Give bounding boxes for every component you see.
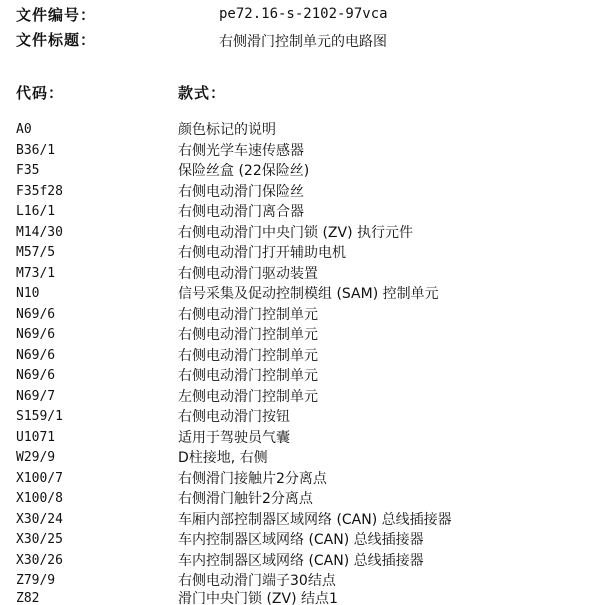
component-code: L16/1: [16, 204, 56, 219]
component-description: 右侧光学车速传感器: [178, 142, 304, 159]
table-row: [0, 243, 601, 263]
table-row: [0, 141, 601, 161]
component-code: X30/26: [16, 552, 63, 568]
table-row: [0, 264, 601, 284]
component-description: 右侧电动滑门控制单元: [178, 306, 318, 323]
table-row: [0, 448, 601, 468]
component-description: 右侧滑门触针2分离点: [178, 491, 313, 507]
table-row: [0, 469, 601, 489]
component-description: 右侧电动滑门端子30结点: [178, 573, 336, 589]
component-code: M14/30: [16, 224, 63, 240]
table-row: [0, 346, 601, 366]
table-row: [0, 161, 601, 181]
component-code: N69/6: [16, 368, 56, 383]
component-description: 右侧电动滑门控制单元: [178, 368, 318, 384]
table-row: [0, 510, 601, 530]
component-code: M73/1: [16, 265, 56, 281]
file-title-label: 文件标题：: [16, 31, 97, 49]
component-description: 适用于驾驶员气囊: [178, 429, 290, 446]
table-row: [0, 120, 601, 140]
table-row: [0, 305, 601, 325]
component-code: X100/7: [16, 470, 63, 486]
table-row: [0, 182, 601, 202]
component-code: F35: [16, 163, 40, 178]
table-row: [0, 589, 601, 605]
table-row: [0, 428, 601, 448]
component-description: 右侧电动滑门离合器: [178, 204, 304, 220]
description-column-header: 款式：: [178, 84, 227, 102]
component-code: M57/5: [16, 245, 56, 260]
table-row: [0, 366, 601, 386]
component-code: A0: [16, 122, 32, 137]
component-code: X30/25: [16, 532, 63, 547]
component-code: N69/6: [16, 306, 56, 322]
component-description: 车内控制器区域网络 (CAN) 总线插接器: [178, 532, 424, 548]
component-code: U1071: [16, 429, 56, 445]
component-code: N69/6: [16, 327, 56, 342]
component-description: 左侧电动滑门控制单元: [178, 388, 318, 405]
component-description: 右侧电动滑门驱动装置: [178, 265, 318, 282]
table-row: [0, 551, 601, 571]
component-code: F35f28: [16, 183, 63, 199]
table-row: [0, 284, 601, 304]
file-title-value: 右侧滑门控制单元的电路图: [219, 34, 387, 50]
component-description: 右侧电动滑门保险丝: [178, 183, 304, 200]
table-row: [0, 387, 601, 407]
code-column-header: 代码：: [16, 84, 65, 102]
component-description: 信号采集及促动控制模组 (SAM) 控制单元: [178, 286, 439, 302]
component-code: N69/7: [16, 388, 56, 404]
component-description: 右侧滑门接触片2分离点: [178, 470, 327, 487]
component-code: N10: [16, 286, 40, 301]
table-row: [0, 223, 601, 243]
component-code: S159/1: [16, 409, 63, 424]
table-row: [0, 325, 601, 345]
component-code: X100/8: [16, 491, 63, 506]
component-description: D柱接地, 右侧: [178, 450, 268, 466]
component-code: Z82: [16, 591, 40, 605]
component-code: B36/1: [16, 142, 56, 158]
table-row: [0, 571, 601, 591]
component-code: W29/9: [16, 450, 56, 465]
component-description: 滑门中央门锁 (ZV) 结点1: [178, 591, 338, 605]
component-code: Z79/9: [16, 573, 56, 588]
table-row: [0, 489, 601, 509]
component-description: 颜色标记的说明: [178, 122, 276, 138]
file-number-value: pe72.16-s-2102-97vca: [219, 6, 388, 22]
component-description: 保险丝盒 (22保险丝): [178, 163, 310, 179]
table-row: [0, 530, 601, 550]
component-description: 右侧电动滑门按钮: [178, 409, 290, 425]
component-description: 右侧电动滑门中央门锁 (ZV) 执行元件: [178, 224, 413, 241]
component-description: 车厢内部控制器区域网络 (CAN) 总线插接器: [178, 511, 452, 528]
component-description: 右侧电动滑门打开辅助电机: [178, 245, 346, 261]
component-description: 车内控制器区域网络 (CAN) 总线插接器: [178, 552, 424, 569]
component-code: N69/6: [16, 347, 56, 363]
component-description: 右侧电动滑门控制单元: [178, 327, 318, 343]
table-row: [0, 407, 601, 427]
component-description: 右侧电动滑门控制单元: [178, 347, 318, 364]
table-row: [0, 202, 601, 222]
component-code: X30/24: [16, 511, 63, 527]
file-number-label: 文件编号：: [16, 6, 97, 24]
